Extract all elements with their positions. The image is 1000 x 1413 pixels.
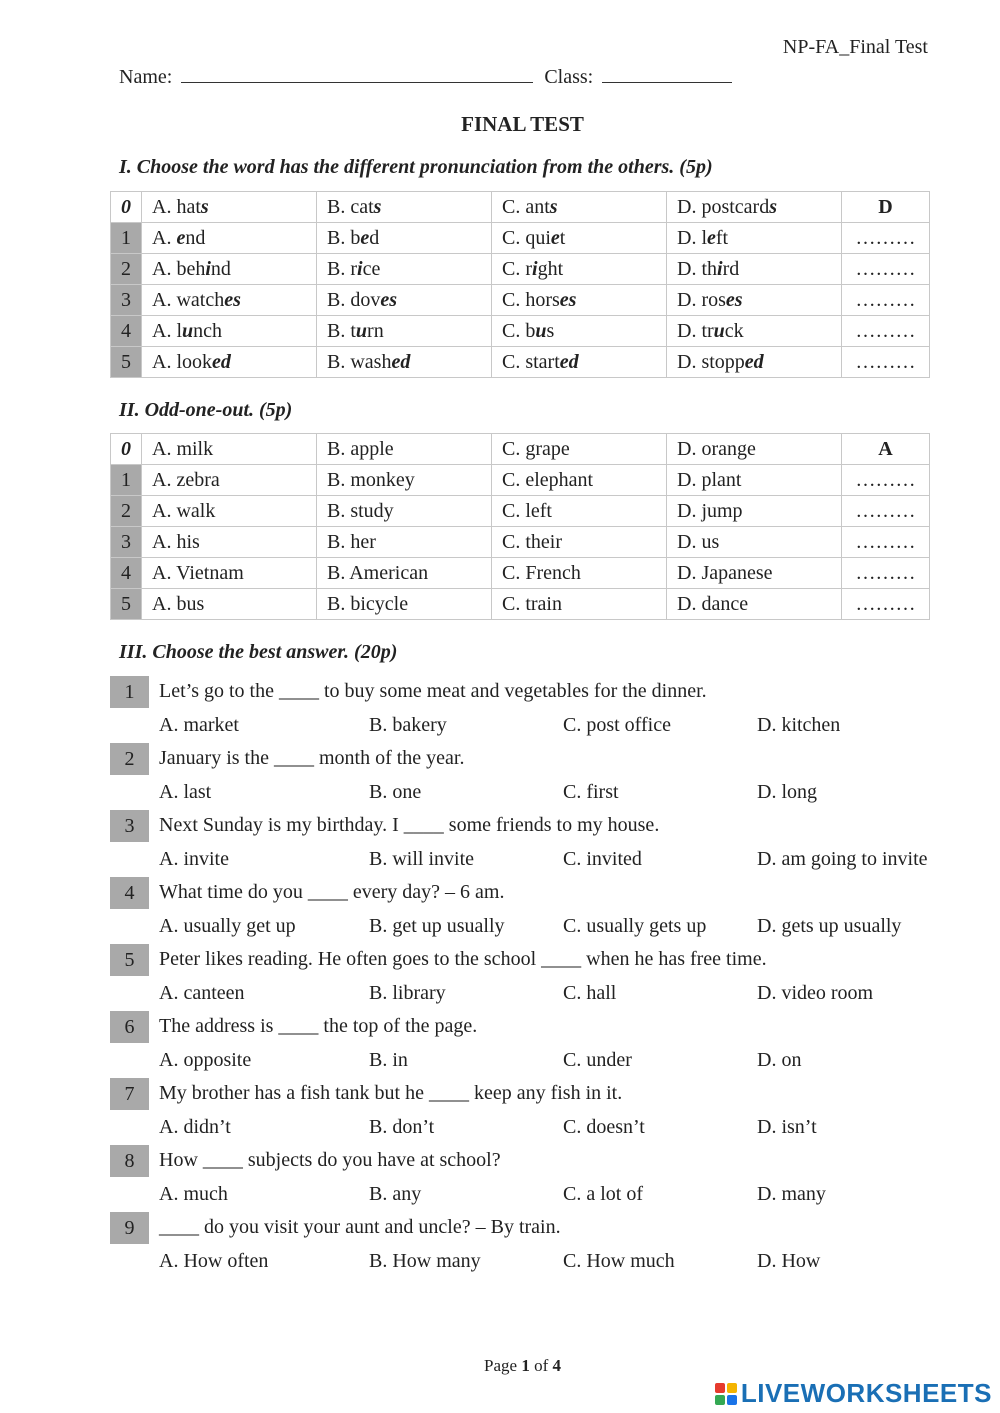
option-b [317,285,492,316]
answer-blank[interactable]: ……… [842,496,930,527]
option-c: C. their [492,527,667,558]
answer-option-b[interactable]: B. one [369,780,422,803]
logo-square-icon [715,1383,725,1393]
answer-option-b[interactable]: B. get up usually [369,914,505,937]
option-d [667,285,842,316]
answer-blank[interactable]: ……… [842,558,930,589]
option-text: B. cat [327,195,374,218]
highlighted-letters: i [532,257,538,280]
table-row [111,434,930,465]
question-stem: My brother has a fish tank but he ____ keep any fish in it. [159,1082,623,1104]
option-text: B. r [327,257,357,280]
table-row [111,465,930,496]
highlighted-letters: ed [744,350,764,373]
name-class-line [119,64,732,89]
question-number: 4 [110,877,149,909]
question-stem-row [110,944,970,978]
option-text: A. beh [152,257,206,280]
answer-option-d[interactable]: D. on [757,1048,802,1071]
answer-blank[interactable]: ……… [842,589,930,620]
liveworksheets-icon [715,1383,737,1405]
option-d [667,316,842,347]
highlighted-letters: ed [559,350,579,373]
option-a [142,347,317,378]
option-a: A. milk [142,434,317,465]
option-text-rest: ck [724,319,744,342]
answer-blank[interactable]: ……… [842,223,930,254]
option-d [667,254,842,285]
option-text: C. r [502,257,532,280]
table-row [111,558,930,589]
question-number: 5 [111,589,142,620]
highlighted-letters: es [725,288,743,311]
option-b [317,223,492,254]
question-options-row [110,777,970,811]
option-d [667,192,842,223]
question-number: 1 [111,465,142,496]
option-d: D. us [667,527,842,558]
option-text-rest: t [559,226,566,249]
class-blank[interactable] [602,64,732,83]
option-b: B. American [317,558,492,589]
highlighted-letters: u [713,319,725,342]
option-b [317,254,492,285]
option-c: C. left [492,496,667,527]
answer-blank[interactable]: ……… [842,465,930,496]
option-text: A. hat [152,195,201,218]
logo-square-icon [727,1383,737,1393]
option-text-rest: s [546,319,555,342]
answer-option-a[interactable]: A. canteen [159,981,245,1004]
table-row [111,316,930,347]
section-2-heading: II. Odd-one-out. (5p) [119,399,293,421]
answer-option-a[interactable]: A. How often [159,1249,269,1272]
answer-option-c[interactable]: C. How much [563,1249,675,1272]
answer-option-c[interactable]: C. a lot of [563,1182,643,1205]
option-d: D. dance [667,589,842,620]
option-text: A. look [152,350,212,373]
option-a: A. walk [142,496,317,527]
highlighted-letters: u [182,319,194,342]
option-text: D. ros [677,288,726,311]
highlighted-letters: s [373,195,382,218]
question-number: 2 [110,743,149,775]
table-row [111,223,930,254]
highlighted-letters: u [355,319,368,342]
option-a: A. zebra [142,465,317,496]
option-c: C. French [492,558,667,589]
answer-option-a[interactable]: A. market [159,713,239,736]
class-label: Class: [544,66,594,88]
option-text: B. dov [327,288,381,311]
option-text-rest: nch [193,319,223,342]
table-row [111,254,930,285]
answer-option-b[interactable]: B. will invite [369,847,474,870]
liveworksheets-wordmark: LIVEWORKSHEETS [740,1378,992,1408]
option-a: A. bus [142,589,317,620]
option-b: B. her [317,527,492,558]
option-c: C. elephant [492,465,667,496]
question-item [110,1145,970,1212]
question-number: 5 [110,944,149,976]
highlighted-letters: i [717,257,723,280]
highlighted-letters: es [380,288,398,311]
option-text: D. postcard [677,195,770,218]
question-item [110,877,970,944]
option-text: D. l [677,226,707,249]
option-a: A. Vietnam [142,558,317,589]
option-a [142,223,317,254]
answer-option-c[interactable]: C. doesn’t [563,1115,645,1138]
option-text-rest: nd [185,226,206,249]
page-of: of [534,1356,549,1375]
option-d: D. orange [667,434,842,465]
option-text: C. hors [502,288,560,311]
question-stem-row [110,1212,970,1246]
answer-option-b[interactable]: B. in [369,1048,408,1071]
question-item [110,1078,970,1145]
table-row [111,527,930,558]
highlighted-letters: es [559,288,577,311]
page-footer [0,1356,1000,1376]
question-stem-row [110,1145,970,1179]
option-b [317,192,492,223]
option-b: B. study [317,496,492,527]
option-text: C. b [502,319,536,342]
question-number: 4 [111,558,142,589]
answer-option-b[interactable]: B. don’t [369,1115,435,1138]
question-number: 7 [110,1078,149,1110]
option-text: B. t [327,319,356,342]
question-item [110,743,970,810]
highlighted-letters: ed [212,350,231,373]
option-text-rest: ght [537,257,564,280]
option-c [492,347,667,378]
answer-option-d[interactable]: D. am going to invite [757,847,928,870]
answer-blank[interactable]: ……… [842,316,930,347]
question-number: 2 [111,254,142,285]
highlighted-letters: i [205,257,211,280]
question-options-row [110,710,970,744]
question-options-row [110,1246,970,1280]
question-item [110,676,970,743]
page-word: Page [484,1356,518,1375]
question-number: 5 [111,347,142,378]
pronunciation-table [110,191,930,378]
option-text: C. ant [502,195,550,218]
answer-option-c[interactable]: C. first [563,780,619,803]
question-number: 0 [111,434,142,465]
answer-option-d[interactable]: D. long [757,780,817,803]
answer-blank[interactable]: ……… [842,347,930,378]
answer-option-d[interactable]: D. isn’t [757,1115,817,1138]
option-b [317,347,492,378]
question-stem-row [110,1011,970,1045]
option-text-rest: rn [367,319,384,342]
question-number: 4 [111,316,142,347]
question-stem-row [110,676,970,710]
answer-option-d[interactable]: D. How [757,1249,821,1272]
question-number: 1 [110,676,149,708]
highlighted-letters: i [357,257,363,280]
page-total: 4 [552,1356,561,1375]
option-text-rest: ft [715,226,729,249]
question-options-row [110,911,970,945]
option-text-rest: ce [362,257,381,280]
question-options-row [110,844,970,878]
option-c [492,223,667,254]
question-number: 3 [111,527,142,558]
question-options-row [110,1045,970,1079]
option-text: C. start [502,350,560,373]
highlighted-letters: s [549,195,558,218]
question-stem: Let’s go to the ____ to buy some meat and vegetables for the dinner. [159,680,707,702]
option-d: D. jump [667,496,842,527]
answer-option-c[interactable]: C. usually gets up [563,914,707,937]
option-d [667,223,842,254]
answer-option-b[interactable]: B. bakery [369,713,447,736]
option-d [667,347,842,378]
option-text: A. watch [152,288,225,311]
section-3-heading: III. Choose the best answer. (20p) [119,641,398,663]
option-text: D. th [677,257,717,280]
option-text: A. l [152,319,182,342]
document-code: NP-FA_Final Test [782,36,928,58]
question-stem: The address is ____ the top of the page. [159,1015,478,1037]
question-stem-row [110,1078,970,1112]
question-number: 3 [111,285,142,316]
option-a [142,316,317,347]
question-options-row [110,1179,970,1213]
logo-square-icon [715,1395,725,1405]
table-row [111,285,930,316]
answer-option-a[interactable]: A. opposite [159,1048,252,1071]
option-d: D. plant [667,465,842,496]
option-text: D. tr [677,319,714,342]
question-number: 2 [111,496,142,527]
highlighted-letters: s [769,195,777,218]
highlighted-letters: e [360,226,370,249]
sample-answer: D [842,192,930,223]
option-c [492,316,667,347]
answer-blank[interactable]: ……… [842,254,930,285]
answer-blank[interactable]: ……… [842,285,930,316]
liveworksheets-logo [715,1378,992,1409]
highlighted-letters: es [224,288,241,311]
option-d: D. Japanese [667,558,842,589]
option-c [492,254,667,285]
option-text: C. qui [502,226,551,249]
option-c: C. grape [492,434,667,465]
highlighted-letters: e [550,226,560,249]
option-a [142,285,317,316]
answer-option-c[interactable]: C. under [563,1048,632,1071]
option-text: D. stopp [677,350,745,373]
question-stem: January is the ____ month of the year. [159,747,465,769]
question-stem: What time do you ____ every day? – 6 am. [159,881,505,903]
answer-blank[interactable]: ……… [842,527,930,558]
answer-option-a[interactable]: A. usually get up [159,914,296,937]
name-blank[interactable] [181,64,533,83]
question-stem: How ____ subjects do you have at school? [159,1149,501,1171]
sample-answer: A [842,434,930,465]
question-item [110,1011,970,1078]
answer-option-a[interactable]: A. didn’t [159,1115,231,1138]
question-item [110,944,970,1011]
table-row [111,192,930,223]
answer-option-c[interactable]: C. invited [563,847,642,870]
page-current: 1 [521,1356,530,1375]
name-label: Name: [119,66,173,88]
option-text: A. [152,226,177,249]
table-row [111,347,930,378]
logo-square-icon [727,1395,737,1405]
highlighted-letters: e [176,226,186,249]
answer-option-d[interactable]: D. kitchen [757,713,841,736]
question-number: 8 [110,1145,149,1177]
answer-option-b[interactable]: B. library [369,981,446,1004]
answer-option-c[interactable]: C. post office [563,713,671,736]
question-item [110,1212,970,1279]
table-row [111,496,930,527]
option-c [492,192,667,223]
question-number: 9 [110,1212,149,1244]
highlighted-letters: e [707,226,716,249]
option-text-rest: nd [210,257,231,280]
question-number: 3 [110,810,149,842]
answer-option-d[interactable]: D. video room [757,981,874,1004]
highlighted-letters: ed [391,350,411,373]
answer-option-a[interactable]: A. much [159,1182,228,1205]
option-c: C. train [492,589,667,620]
option-b: B. apple [317,434,492,465]
answer-option-a[interactable]: A. last [159,780,212,803]
page-title: FINAL TEST [461,112,584,136]
option-text-rest: rd [722,257,740,280]
option-text-rest: d [369,226,380,249]
question-number: 0 [111,192,142,223]
highlighted-letters: u [535,319,547,342]
option-a [142,192,317,223]
answer-option-d[interactable]: D. many [757,1182,826,1205]
multiple-choice-list [110,676,970,1279]
question-stem: Next Sunday is my birthday. I ____ some friends to my house. [159,814,660,836]
answer-option-a[interactable]: A. invite [159,847,229,870]
question-stem-row [110,810,970,844]
table-row [111,589,930,620]
question-stem: ____ do you visit your aunt and uncle? – By train. [159,1216,561,1238]
question-stem-row [110,877,970,911]
option-text: B. b [327,226,361,249]
question-number: 6 [110,1011,149,1043]
option-b: B. bicycle [317,589,492,620]
section-1-heading: I. Choose the word has the different pronunciation from the others. (5p) [119,156,713,178]
question-options-row [110,1112,970,1146]
option-text: B. wash [327,350,392,373]
option-a: A. his [142,527,317,558]
answer-option-d[interactable]: D. gets up usually [757,914,902,937]
odd-one-out-table [110,433,930,620]
question-stem-row [110,743,970,777]
option-b [317,316,492,347]
question-options-row [110,978,970,1012]
option-c [492,285,667,316]
question-stem: Peter likes reading. He often goes to the school ____ when he has free time. [159,948,767,970]
option-b: B. monkey [317,465,492,496]
question-number: 1 [111,223,142,254]
highlighted-letters: s [200,195,209,218]
question-item [110,810,970,877]
answer-option-b[interactable]: B. How many [369,1249,481,1272]
option-a [142,254,317,285]
answer-option-c[interactable]: C. hall [563,981,617,1004]
answer-option-b[interactable]: B. any [369,1182,422,1205]
